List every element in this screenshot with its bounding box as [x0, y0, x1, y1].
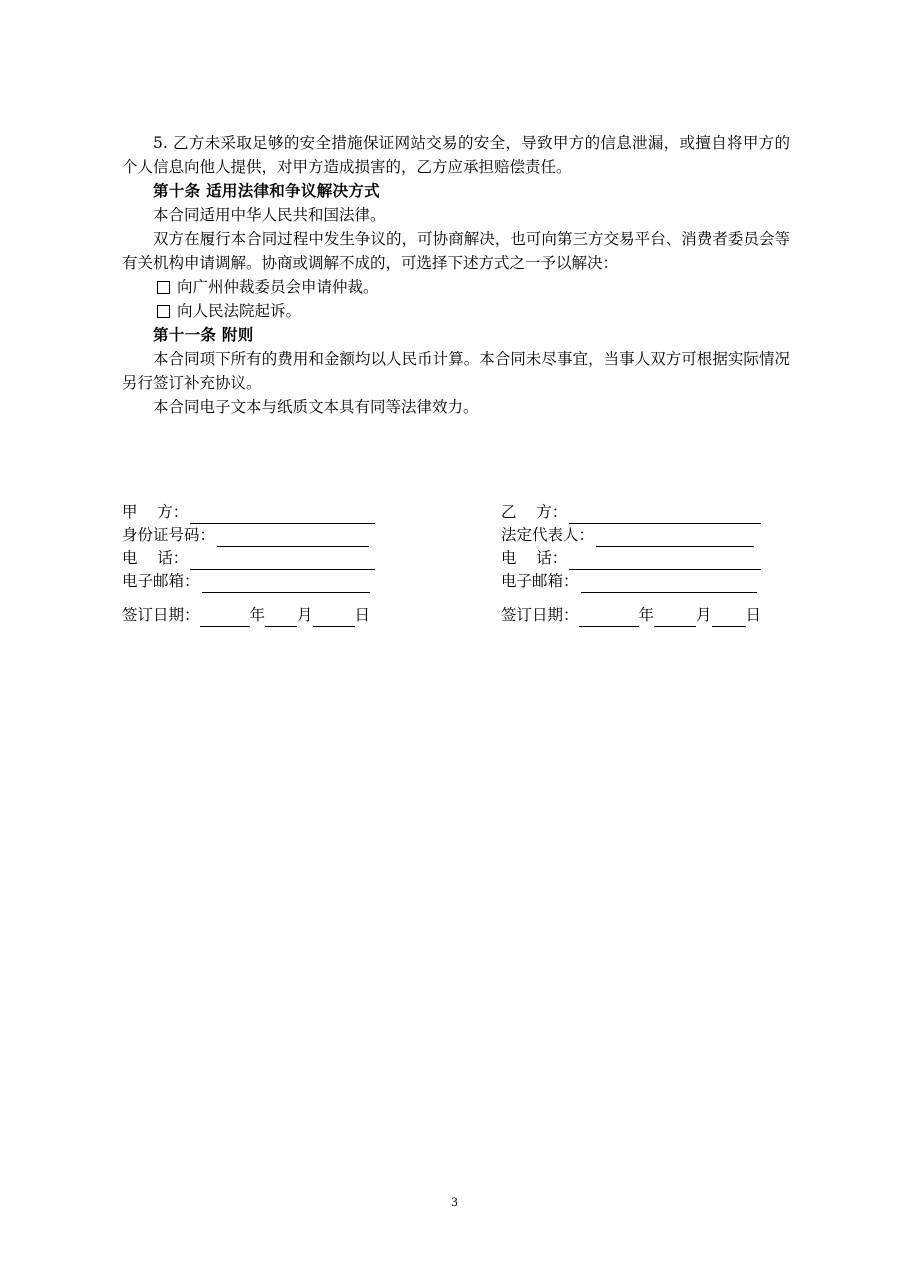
article-10-title: 第十条 适用法律和争议解决方式 — [153, 182, 380, 200]
party-b-date-label: 签订日期： — [501, 606, 579, 624]
party-b-name-label: 乙 方： — [501, 503, 568, 521]
article-11-title: 第十一条 附则 — [153, 326, 254, 344]
party-a-name-label: 甲 方： — [122, 503, 189, 521]
party-b-email-label: 电子邮箱： — [501, 572, 579, 590]
party-a-name-field[interactable] — [190, 506, 375, 524]
checkbox-litigation[interactable] — [157, 305, 170, 318]
party-a-name-row — [122, 501, 382, 524]
party-b-month-label: 月 — [696, 606, 712, 624]
party-a-month-field[interactable] — [265, 609, 297, 627]
party-b-phone-row — [501, 547, 771, 570]
party-b-rep-field[interactable] — [596, 529, 754, 547]
checkbox-arbitration[interactable] — [157, 281, 170, 294]
party-a-email-label: 电子邮箱： — [122, 572, 200, 590]
party-b-year-label: 年 — [638, 606, 655, 624]
party-b-day-field[interactable] — [712, 609, 746, 627]
option-arbitration — [122, 275, 790, 299]
party-a-year-label: 年 — [249, 606, 266, 624]
option-arbitration-label: 向广州仲裁委员会申请仲裁。 — [177, 278, 379, 296]
article-10-paragraph-1: 本合同适用中华人民共和国法律。 — [153, 206, 386, 224]
party-b-email-field[interactable] — [581, 575, 757, 593]
party-b-date-row — [501, 604, 771, 627]
contract-body — [122, 131, 790, 419]
party-b-year-field[interactable] — [579, 609, 639, 627]
party-a-id-label: 身份证号码： — [122, 526, 216, 544]
party-b-signature-block — [501, 501, 771, 627]
party-b-rep-row — [501, 524, 771, 547]
party-a-month-label: 月 — [297, 606, 313, 624]
party-a-email-row — [122, 570, 382, 593]
article-11-paragraph-2: 本合同电子文本与纸质文本具有同等法律效力。 — [153, 398, 479, 416]
party-a-phone-row — [122, 547, 382, 570]
party-b-rep-label: 法定代表人： — [501, 526, 595, 544]
party-a-date-label: 签订日期： — [122, 606, 200, 624]
party-a-date-row — [122, 604, 382, 627]
party-b-month-field[interactable] — [654, 609, 696, 627]
party-b-phone-field[interactable] — [569, 552, 761, 570]
party-a-id-field[interactable] — [217, 529, 369, 547]
option-litigation-label: 向人民法院起诉。 — [177, 302, 302, 320]
article-11-paragraph-1: 本合同项下所有的费用和金额均以人民币计算。本合同未尽事宜，当事人双方可根据实际情况另行签订补充协议。 — [122, 350, 790, 392]
party-a-day-field[interactable] — [313, 609, 355, 627]
party-a-id-row — [122, 524, 382, 547]
article-10-paragraph-2: 双方在履行本合同过程中发生争议的，可协商解决，也可向第三方交易平台、消费者委员会等有关机构申请调解。协商或调解不成的，可选择下述方式之一予以解决： — [122, 230, 790, 272]
party-a-phone-field[interactable] — [190, 552, 375, 570]
party-a-signature-block — [122, 501, 382, 627]
party-a-email-field[interactable] — [202, 575, 370, 593]
party-a-year-field[interactable] — [200, 609, 250, 627]
party-b-name-row — [501, 501, 771, 524]
page-number: 3 — [451, 1194, 458, 1209]
party-a-phone-label: 电 话： — [122, 549, 189, 567]
option-litigation — [122, 299, 790, 323]
party-b-day-label: 日 — [745, 606, 762, 624]
party-b-phone-label: 电 话： — [501, 549, 568, 567]
party-b-name-field[interactable] — [569, 506, 761, 524]
party-b-email-row — [501, 570, 771, 593]
party-a-day-label: 日 — [354, 606, 371, 624]
clause-5: 5. 乙方未采取足够的安全措施保证网站交易的安全，导致甲方的信息泄漏，或擅自将甲方的个人信息向他人提供，对甲方造成损害的，乙方应承担赔偿责任。 — [122, 134, 790, 176]
